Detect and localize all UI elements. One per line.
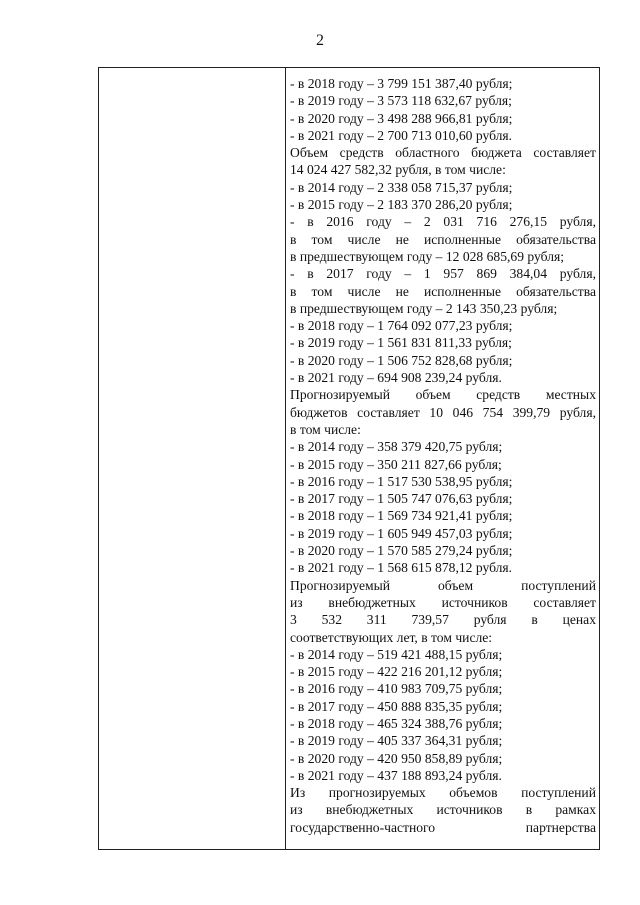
text-line: - в 2017 году – 450 888 835,35 рубля; — [290, 698, 503, 714]
text-line: Прогнозируемый объем поступлений — [290, 577, 596, 593]
text-line: государственно-частного партнерства — [290, 819, 596, 835]
text-line: - в 2020 году – 1 570 585 279,24 рубля; — [290, 543, 513, 559]
text-line: в предшествующем году – 12 028 685,69 рубля; — [290, 248, 565, 264]
text-line: - в 2016 году – 2 031 716 276,15 рубля, — [290, 214, 596, 230]
text-line: из внебюджетных источников в рамках — [290, 802, 596, 818]
text-line: в том числе: — [290, 421, 361, 437]
document-table — [98, 67, 600, 850]
text-line: - в 2015 году – 2 183 370 286,20 рубля; — [290, 197, 513, 213]
text-line: - в 2015 году – 350 211 827,66 рубля; — [290, 456, 502, 472]
text-line: - в 2021 году – 1 568 615 878,12 рубля. — [290, 560, 513, 576]
text-line: - в 2018 году – 1 569 734 921,41 рубля; — [290, 508, 513, 524]
text-line: в предшествующем году – 2 143 350,23 рубля; — [290, 300, 558, 316]
text-line: - в 2015 году – 422 216 201,12 рубля; — [290, 664, 503, 680]
text-line: - в 2019 году – 3 573 118 632,67 рубля; — [290, 93, 512, 109]
text-line: - в 2019 году – 405 337 364,31 рубля; — [290, 733, 503, 749]
text-line: соответствующих лет, в том числе: — [290, 629, 493, 645]
text-line: - в 2016 году – 410 983 709,75 рубля; — [290, 681, 503, 697]
text-line: - в 2017 году – 1 957 869 384,04 рубля, — [290, 266, 596, 282]
page-number: 2 — [316, 32, 324, 49]
text-line: из внебюджетных источников составляет — [290, 594, 596, 610]
text-line: - в 2018 году – 1 764 092 077,23 рубля; — [290, 318, 513, 334]
text-line: Объем средств областного бюджета составляет — [290, 145, 596, 161]
table-right-column — [290, 75, 596, 836]
text-line: бюджетов составляет 10 046 754 399,79 рубля, — [290, 404, 596, 420]
text-line: - в 2018 году – 465 324 388,76 рубля; — [290, 715, 503, 731]
text-line: - в 2014 году – 358 379 420,75 рубля; — [290, 439, 503, 455]
text-line: 3 532 311 739,57 рубля в ценах — [290, 612, 596, 628]
text-line: - в 2014 году – 519 421 488,15 рубля; — [290, 646, 503, 662]
text-line: - в 2021 году – 437 188 893,24 рубля. — [290, 767, 502, 783]
text-line: - в 2021 году – 2 700 713 010,60 рубля. — [290, 127, 513, 143]
text-line: - в 2020 году – 3 498 288 966,81 рубля; — [290, 110, 513, 126]
text-line: - в 2020 году – 1 506 752 828,68 рубля; — [290, 352, 513, 368]
text-line: - в 2019 году – 1 561 831 811,33 рубля; — [290, 335, 512, 351]
text-line: в том числе не исполненные обязательства — [290, 283, 596, 299]
text-line: - в 2017 году – 1 505 747 076,63 рубля; — [290, 491, 513, 507]
text-line: - в 2016 году – 1 517 530 538,95 рубля; — [290, 473, 513, 489]
text-line: - в 2018 году – 3 799 151 387,40 рубля; — [290, 76, 513, 91]
text-line: в том числе не исполненные обязательства — [290, 231, 596, 247]
table-left-column — [99, 68, 286, 849]
text-line: - в 2019 году – 1 605 949 457,03 рубля; — [290, 525, 513, 541]
text-line: 14 024 427 582,32 рубля, в том числе: — [290, 162, 506, 178]
text-line: Из прогнозируемых объемов поступлений — [290, 785, 596, 801]
text-line: Прогнозируемый объем средств местных — [290, 387, 596, 403]
text-line: - в 2020 году – 420 950 858,89 рубля; — [290, 750, 503, 766]
text-line: - в 2021 году – 694 908 239,24 рубля. — [290, 370, 502, 386]
text-line: - в 2014 году – 2 338 058 715,37 рубля; — [290, 179, 513, 195]
